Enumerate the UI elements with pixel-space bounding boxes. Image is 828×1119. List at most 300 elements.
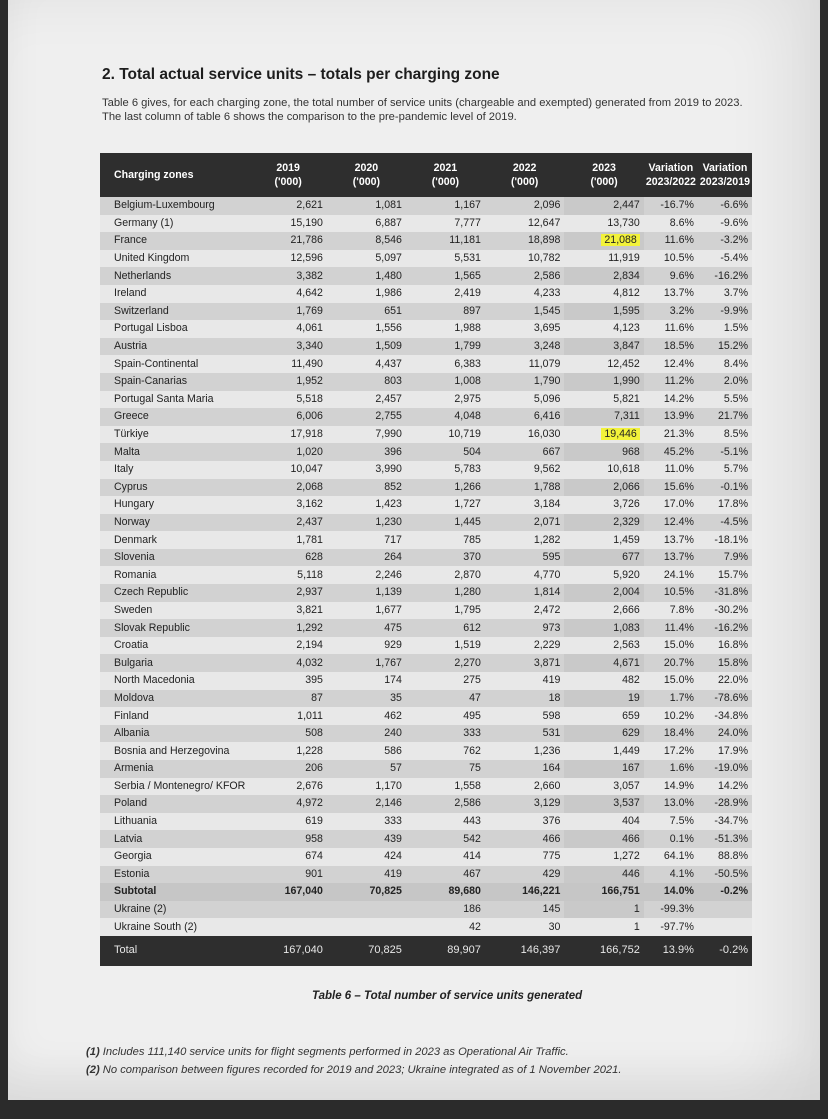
- column-header: 2020 ('000): [327, 153, 406, 197]
- table-cell: 4,437: [327, 355, 406, 373]
- table-cell: 901: [249, 866, 327, 884]
- table-row: [100, 566, 752, 584]
- table-cell: 15.7%: [698, 566, 752, 584]
- table-row: [100, 637, 752, 655]
- table-cell: 13.7%: [644, 531, 698, 549]
- table-row: [100, 725, 752, 743]
- row-label: Portugal Lisboa: [100, 320, 249, 338]
- table-cell: 370: [406, 549, 485, 567]
- table-cell: 2,457: [327, 391, 406, 409]
- table-cell: 1,459: [564, 531, 643, 549]
- table-cell: 8,546: [327, 232, 406, 250]
- table-cell: 75: [406, 760, 485, 778]
- table-cell: 3,726: [564, 496, 643, 514]
- table-caption: Table 6 – Total number of service units generated: [312, 990, 583, 1002]
- table-cell: [564, 232, 643, 250]
- table-cell: 24.0%: [698, 725, 752, 743]
- table-row: [100, 619, 752, 637]
- table-cell: 1.6%: [644, 760, 698, 778]
- table-cell: 7,777: [406, 215, 485, 233]
- table-cell: 4.1%: [644, 866, 698, 884]
- table-cell: 2,472: [485, 602, 564, 620]
- table-cell: 13.9%: [644, 408, 698, 426]
- table-cell: 1,788: [485, 479, 564, 497]
- table-cell: -99.3%: [644, 901, 698, 919]
- table-cell: 13.7%: [644, 549, 698, 567]
- row-label: Romania: [100, 566, 249, 584]
- table-cell: 10,618: [564, 461, 643, 479]
- table-cell: 5,531: [406, 250, 485, 268]
- table-row: [100, 795, 752, 813]
- table-cell: 21,786: [249, 232, 327, 250]
- table-cell: 5,518: [249, 391, 327, 409]
- table-cell: 531: [485, 725, 564, 743]
- table-cell: 4,032: [249, 654, 327, 672]
- table-cell: 146,221: [485, 883, 564, 901]
- table-cell: 1,228: [249, 742, 327, 760]
- table-cell: 2,870: [406, 566, 485, 584]
- table-cell: 1.5%: [698, 320, 752, 338]
- table-cell: 6,006: [249, 408, 327, 426]
- table-cell: -6.6%: [698, 197, 752, 215]
- table-cell: 7,311: [564, 408, 643, 426]
- table-cell: 186: [406, 901, 485, 919]
- table-cell: 3,695: [485, 320, 564, 338]
- table-cell: 651: [327, 303, 406, 321]
- table-cell: 439: [327, 830, 406, 848]
- table-cell: 3,847: [564, 338, 643, 356]
- table-cell: 10,719: [406, 426, 485, 444]
- table-cell: 42: [406, 918, 485, 936]
- table-cell: 14.2%: [698, 778, 752, 796]
- table-cell: -28.9%: [698, 795, 752, 813]
- table-cell: 174: [327, 672, 406, 690]
- table-cell: 17.8%: [698, 496, 752, 514]
- table-cell: 2,146: [327, 795, 406, 813]
- table-row: [100, 197, 752, 215]
- table-cell: 3,340: [249, 338, 327, 356]
- table-cell: 10.5%: [644, 584, 698, 602]
- table-cell: 3.7%: [698, 285, 752, 303]
- table-cell: 1,556: [327, 320, 406, 338]
- column-header: 2021 ('000): [406, 153, 485, 197]
- table-cell: 47: [406, 690, 485, 708]
- table-cell: 2,975: [406, 391, 485, 409]
- table-cell: 466: [564, 830, 643, 848]
- table-cell: 2,621: [249, 197, 327, 215]
- table-cell: 1,952: [249, 373, 327, 391]
- row-label: Belgium-Luxembourg: [100, 197, 249, 215]
- highlighted-value: 21,088: [601, 234, 639, 246]
- table-cell: 2,755: [327, 408, 406, 426]
- column-header: Variation 2023/2022: [644, 153, 698, 197]
- table-cell: 1,445: [406, 514, 485, 532]
- table-cell: 475: [327, 619, 406, 637]
- table-cell: 3,382: [249, 267, 327, 285]
- table-cell: -5.4%: [698, 250, 752, 268]
- table-cell: -4.5%: [698, 514, 752, 532]
- table-cell: 2,329: [564, 514, 643, 532]
- table-cell: 1,545: [485, 303, 564, 321]
- row-label: France: [100, 232, 249, 250]
- column-header: Charging zones: [100, 153, 249, 197]
- table-row: [100, 408, 752, 426]
- table-row: [100, 267, 752, 285]
- table-cell: 11.2%: [644, 373, 698, 391]
- table-cell: 8.5%: [698, 426, 752, 444]
- table-cell: 1,236: [485, 742, 564, 760]
- table-cell: [249, 918, 327, 936]
- table-row: [100, 479, 752, 497]
- row-label: Croatia: [100, 637, 249, 655]
- table-cell: 612: [406, 619, 485, 637]
- table-cell: 11,181: [406, 232, 485, 250]
- section-heading: 2. Total actual service units – totals per charging zone: [102, 66, 500, 83]
- table-cell: 3,184: [485, 496, 564, 514]
- table-cell: 206: [249, 760, 327, 778]
- table-cell: 404: [564, 813, 643, 831]
- table-cell: 70,825: [327, 883, 406, 901]
- table-cell: 717: [327, 531, 406, 549]
- table-cell: 8.6%: [644, 215, 698, 233]
- table-cell: 19: [564, 690, 643, 708]
- table-cell: 2,666: [564, 602, 643, 620]
- footnote-1: [86, 1046, 569, 1058]
- table-cell: 4,048: [406, 408, 485, 426]
- table-cell: 8.4%: [698, 355, 752, 373]
- table-cell: 467: [406, 866, 485, 884]
- table-cell: 5,821: [564, 391, 643, 409]
- table-cell: 1,282: [485, 531, 564, 549]
- footnote-text: No comparison between figures recorded for 2019 and 2023; Ukraine integrated as of 1 November 2021.: [99, 1064, 622, 1076]
- table-cell: 4,770: [485, 566, 564, 584]
- row-label: Lithuania: [100, 813, 249, 831]
- table-row: [100, 355, 752, 373]
- table-cell: 1,230: [327, 514, 406, 532]
- table-cell: 1,480: [327, 267, 406, 285]
- table-cell: 1,988: [406, 320, 485, 338]
- footnote-mark: (1): [86, 1046, 100, 1058]
- table-cell: 18,898: [485, 232, 564, 250]
- table-cell: 2,071: [485, 514, 564, 532]
- table-cell: 3,162: [249, 496, 327, 514]
- table-cell: 70,825: [327, 936, 406, 966]
- table-cell: 1,727: [406, 496, 485, 514]
- row-label: Portugal Santa Maria: [100, 391, 249, 409]
- table-cell: 2,270: [406, 654, 485, 672]
- table-cell: 167,040: [249, 936, 327, 966]
- table-cell: 1,558: [406, 778, 485, 796]
- row-label: Norway: [100, 514, 249, 532]
- table-cell: 443: [406, 813, 485, 831]
- table-cell: 15,190: [249, 215, 327, 233]
- intro-line: Table 6 gives, for each charging zone, the total number of service units (chargeable and exempted) generated from 2019 to 2023.: [102, 97, 743, 109]
- row-label: Serbia / Montenegro/ KFOR: [100, 778, 249, 796]
- table-header: [100, 153, 752, 197]
- table-row: [100, 373, 752, 391]
- table-cell: -30.2%: [698, 602, 752, 620]
- column-header: 2022 ('000): [485, 153, 564, 197]
- table-cell: 1,020: [249, 443, 327, 461]
- table-cell: 10,782: [485, 250, 564, 268]
- table-cell: 15.0%: [644, 672, 698, 690]
- table-cell: 929: [327, 637, 406, 655]
- table-row: [100, 426, 752, 444]
- table-cell: 419: [485, 672, 564, 690]
- table-cell: 13.7%: [644, 285, 698, 303]
- table-row: [100, 602, 752, 620]
- table-cell: 2,586: [406, 795, 485, 813]
- table-cell: 628: [249, 549, 327, 567]
- table-cell: [327, 901, 406, 919]
- table-cell: 4,061: [249, 320, 327, 338]
- table-cell: -0.1%: [698, 479, 752, 497]
- table-cell: 17.9%: [698, 742, 752, 760]
- table-cell: [249, 901, 327, 919]
- table-cell: 395: [249, 672, 327, 690]
- table-cell: 15.0%: [644, 637, 698, 655]
- row-label: Ukraine South (2): [100, 918, 249, 936]
- row-label: Greece: [100, 408, 249, 426]
- table-cell: [327, 918, 406, 936]
- row-label: Switzerland: [100, 303, 249, 321]
- table-cell: 15.2%: [698, 338, 752, 356]
- table-cell: 376: [485, 813, 564, 831]
- table-cell: 145: [485, 901, 564, 919]
- table-cell: 1,519: [406, 637, 485, 655]
- table-row: [100, 549, 752, 567]
- table-cell: 1,083: [564, 619, 643, 637]
- intro-line: The last column of table 6 shows the comparison to the pre-pandemic level of 2019.: [102, 110, 517, 123]
- table-cell: 897: [406, 303, 485, 321]
- table-cell: 146,397: [485, 936, 564, 966]
- table-cell: 3,990: [327, 461, 406, 479]
- table-cell: 1,767: [327, 654, 406, 672]
- table-cell: 958: [249, 830, 327, 848]
- table-cell: 462: [327, 707, 406, 725]
- total-row: [100, 936, 752, 966]
- service-units-table: [100, 153, 752, 966]
- table-row: [100, 654, 752, 672]
- table-cell: 30: [485, 918, 564, 936]
- table-cell: 4,972: [249, 795, 327, 813]
- table-cell: 466: [485, 830, 564, 848]
- table-cell: 1,008: [406, 373, 485, 391]
- row-label: Italy: [100, 461, 249, 479]
- table-cell: [564, 426, 643, 444]
- table-cell: 7.9%: [698, 549, 752, 567]
- table-cell: 4,233: [485, 285, 564, 303]
- table-cell: 7.8%: [644, 602, 698, 620]
- table-cell: -78.6%: [698, 690, 752, 708]
- table-cell: -3.2%: [698, 232, 752, 250]
- table-cell: 775: [485, 848, 564, 866]
- table-cell: 2,096: [485, 197, 564, 215]
- table-row: [100, 672, 752, 690]
- table-cell: 2,246: [327, 566, 406, 584]
- table-cell: 13.0%: [644, 795, 698, 813]
- table-cell: 3,129: [485, 795, 564, 813]
- table-cell: 3,871: [485, 654, 564, 672]
- table-cell: -18.1%: [698, 531, 752, 549]
- table-cell: 1,011: [249, 707, 327, 725]
- table-cell: 2,447: [564, 197, 643, 215]
- table-cell: 968: [564, 443, 643, 461]
- table-cell: 852: [327, 479, 406, 497]
- table-cell: 7,990: [327, 426, 406, 444]
- row-label: North Macedonia: [100, 672, 249, 690]
- row-label: Estonia: [100, 866, 249, 884]
- row-label: Ireland: [100, 285, 249, 303]
- table-cell: -0.2%: [698, 936, 752, 966]
- table-cell: 4,671: [564, 654, 643, 672]
- row-label: Georgia: [100, 848, 249, 866]
- table-cell: 677: [564, 549, 643, 567]
- table-cell: 1,509: [327, 338, 406, 356]
- table-row: [100, 338, 752, 356]
- table-cell: 5,920: [564, 566, 643, 584]
- table-cell: 1.7%: [644, 690, 698, 708]
- table-cell: 11,079: [485, 355, 564, 373]
- table-cell: 5,118: [249, 566, 327, 584]
- row-label: Total: [100, 936, 249, 966]
- table-cell: 586: [327, 742, 406, 760]
- highlighted-value: 19,446: [601, 428, 639, 440]
- table-cell: -16.2%: [698, 267, 752, 285]
- table-cell: 167: [564, 760, 643, 778]
- row-label: Armenia: [100, 760, 249, 778]
- table-cell: 762: [406, 742, 485, 760]
- column-header: Variation 2023/2019: [698, 153, 752, 197]
- table-cell: 667: [485, 443, 564, 461]
- table-cell: 1,781: [249, 531, 327, 549]
- table-row: [100, 707, 752, 725]
- table-cell: 11.0%: [644, 461, 698, 479]
- table-cell: 18.5%: [644, 338, 698, 356]
- table-cell: 11.6%: [644, 320, 698, 338]
- table-cell: 12.4%: [644, 514, 698, 532]
- table-cell: 0.1%: [644, 830, 698, 848]
- table-cell: 64.1%: [644, 848, 698, 866]
- table-cell: 9.6%: [644, 267, 698, 285]
- row-label: Netherlands: [100, 267, 249, 285]
- table-cell: 4,812: [564, 285, 643, 303]
- table-cell: [698, 918, 752, 936]
- table-row: [100, 690, 752, 708]
- table-cell: -51.3%: [698, 830, 752, 848]
- table-cell: 6,383: [406, 355, 485, 373]
- table-cell: 5,097: [327, 250, 406, 268]
- table-cell: 13.9%: [644, 936, 698, 966]
- row-label: Türkiye: [100, 426, 249, 444]
- row-label: Latvia: [100, 830, 249, 848]
- table-cell: 1,266: [406, 479, 485, 497]
- table-cell: 275: [406, 672, 485, 690]
- table-cell: -16.7%: [644, 197, 698, 215]
- column-header: 2019 ('000): [249, 153, 327, 197]
- table-cell: 45.2%: [644, 443, 698, 461]
- table-cell: 167,040: [249, 883, 327, 901]
- table-cell: 482: [564, 672, 643, 690]
- table-cell: 35: [327, 690, 406, 708]
- table-cell: 1,170: [327, 778, 406, 796]
- table-cell: 542: [406, 830, 485, 848]
- row-label: Sweden: [100, 602, 249, 620]
- table-cell: 1,565: [406, 267, 485, 285]
- table-cell: 2,676: [249, 778, 327, 796]
- table-cell: 2,937: [249, 584, 327, 602]
- table-cell: 3,537: [564, 795, 643, 813]
- table-cell: 11,490: [249, 355, 327, 373]
- table-cell: 12.4%: [644, 355, 698, 373]
- table-cell: 1,423: [327, 496, 406, 514]
- table-row: [100, 866, 752, 884]
- table-cell: 11.4%: [644, 619, 698, 637]
- table-cell: -50.5%: [698, 866, 752, 884]
- table-cell: 1: [564, 918, 643, 936]
- table-cell: 17,918: [249, 426, 327, 444]
- table-row: [100, 584, 752, 602]
- table-cell: [698, 901, 752, 919]
- row-label: Hungary: [100, 496, 249, 514]
- table-cell: 1,769: [249, 303, 327, 321]
- table-cell: 1,595: [564, 303, 643, 321]
- table-cell: 89,680: [406, 883, 485, 901]
- table-cell: 14.2%: [644, 391, 698, 409]
- table-cell: -0.2%: [698, 883, 752, 901]
- table-cell: 2,066: [564, 479, 643, 497]
- table-cell: 15.6%: [644, 479, 698, 497]
- table-cell: 11.6%: [644, 232, 698, 250]
- table-cell: 1,167: [406, 197, 485, 215]
- table-row: [100, 742, 752, 760]
- table-cell: 2,660: [485, 778, 564, 796]
- table-cell: 2,229: [485, 637, 564, 655]
- table-cell: 10,047: [249, 461, 327, 479]
- table-cell: 264: [327, 549, 406, 567]
- table-cell: -31.8%: [698, 584, 752, 602]
- table-cell: 803: [327, 373, 406, 391]
- table-cell: 674: [249, 848, 327, 866]
- table-cell: 5,783: [406, 461, 485, 479]
- footnote-mark: (2): [86, 1064, 100, 1076]
- table-cell: 13,730: [564, 215, 643, 233]
- table-cell: -9.6%: [698, 215, 752, 233]
- row-label: Ukraine (2): [100, 901, 249, 919]
- table-cell: 14.0%: [644, 883, 698, 901]
- intro-paragraph: [102, 97, 782, 124]
- table-cell: 446: [564, 866, 643, 884]
- table-cell: 429: [485, 866, 564, 884]
- table-cell: 17.0%: [644, 496, 698, 514]
- table-row: [100, 848, 752, 866]
- footnote-text: Includes 111,140 service units for flight segments performed in 2023 as Operational Air Traffic.: [99, 1046, 569, 1058]
- table-cell: 1,449: [564, 742, 643, 760]
- row-label: Bulgaria: [100, 654, 249, 672]
- table-cell: 396: [327, 443, 406, 461]
- table-row: [100, 918, 752, 936]
- table-cell: 166,751: [564, 883, 643, 901]
- table-cell: 1,990: [564, 373, 643, 391]
- table-cell: 22.0%: [698, 672, 752, 690]
- table-cell: 11,919: [564, 250, 643, 268]
- table-cell: 20.7%: [644, 654, 698, 672]
- table-row: [100, 496, 752, 514]
- table-row: [100, 778, 752, 796]
- table-cell: -19.0%: [698, 760, 752, 778]
- table-cell: 2,068: [249, 479, 327, 497]
- table-cell: 973: [485, 619, 564, 637]
